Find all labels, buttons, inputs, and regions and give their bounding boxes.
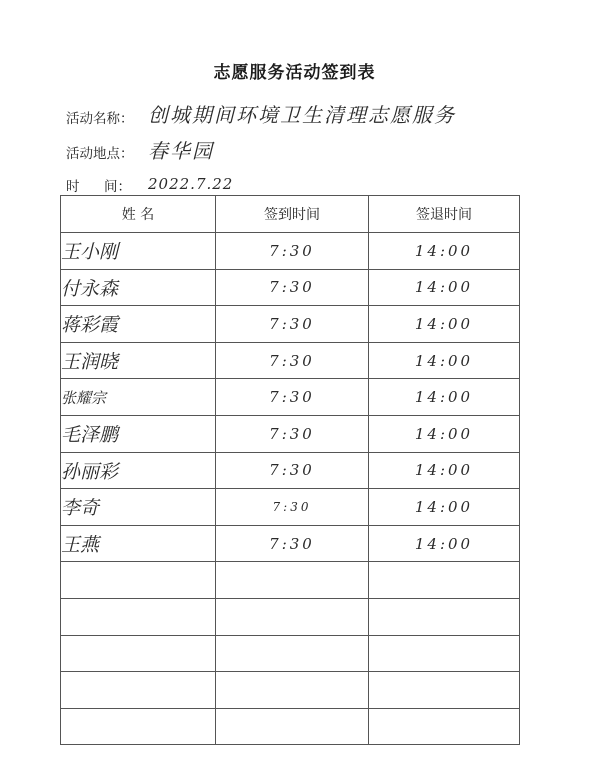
- row-sign-in: 7:30: [216, 269, 369, 306]
- event-name-value: 创城期间环境卫生清理志愿服务: [148, 103, 456, 127]
- table-row-empty: [61, 598, 520, 635]
- row-name: 付永森: [61, 269, 216, 306]
- table-row-empty: [61, 562, 520, 599]
- header-sign-out: 签退时间: [369, 196, 520, 233]
- row-name: 李奇: [61, 489, 216, 526]
- table-row: [61, 525, 520, 562]
- sign-in-table: [60, 195, 520, 745]
- row-name: 王燕: [61, 525, 216, 562]
- row-name: 王润晓: [61, 342, 216, 379]
- date-value: 2022.7.22: [148, 175, 234, 193]
- row-sign-out: 14:00: [369, 415, 520, 452]
- header-name: 姓 名: [61, 196, 216, 233]
- row-sign-out: 14:00: [369, 379, 520, 416]
- time-label-first: 时: [66, 179, 80, 195]
- row-sign-in: 7:30: [216, 415, 369, 452]
- header-sign-in: 签到时间: [216, 196, 369, 233]
- row-name: 孙丽彩: [61, 452, 216, 489]
- table-row-empty: [61, 708, 520, 745]
- table-row: [61, 452, 520, 489]
- event-name-row: [66, 103, 456, 127]
- row-sign-out: 14:00: [369, 269, 520, 306]
- row-sign-out: 14:00: [369, 452, 520, 489]
- table-row: [61, 269, 520, 306]
- row-sign-in: 7:30: [216, 489, 369, 526]
- location-row: [66, 139, 214, 163]
- table-row: [61, 489, 520, 526]
- event-name-label: 活动名称：: [66, 111, 134, 127]
- row-sign-out: 14:00: [369, 233, 520, 270]
- row-sign-in: 7:30: [216, 452, 369, 489]
- table-row-empty: [61, 672, 520, 709]
- row-sign-in: 7:30: [216, 342, 369, 379]
- page-title: 志愿服务活动签到表: [213, 63, 376, 83]
- table-row: [61, 342, 520, 379]
- row-name: 王小刚: [61, 233, 216, 270]
- row-sign-in: 7:30: [216, 379, 369, 416]
- table-row: [61, 233, 520, 270]
- time-label: [66, 175, 131, 195]
- table-row: [61, 379, 520, 416]
- row-name: 毛泽鹏: [61, 415, 216, 452]
- table-header-row: [61, 196, 520, 233]
- row-sign-in: 7:30: [216, 233, 369, 270]
- time-label-second: 间：: [104, 179, 131, 195]
- row-sign-out: 14:00: [369, 489, 520, 526]
- location-label: 活动地点：: [66, 146, 134, 162]
- row-sign-out: 14:00: [369, 306, 520, 343]
- row-name: 蒋彩霞: [61, 306, 216, 343]
- row-name: 张耀宗: [61, 379, 216, 416]
- time-row: [66, 175, 234, 195]
- location-value: 春华园: [148, 139, 214, 163]
- table-row: [61, 306, 520, 343]
- row-sign-out: 14:00: [369, 342, 520, 379]
- row-sign-in: 7:30: [216, 525, 369, 562]
- table-row: [61, 415, 520, 452]
- row-sign-out: 14:00: [369, 525, 520, 562]
- table-row-empty: [61, 635, 520, 672]
- row-sign-in: 7:30: [216, 306, 369, 343]
